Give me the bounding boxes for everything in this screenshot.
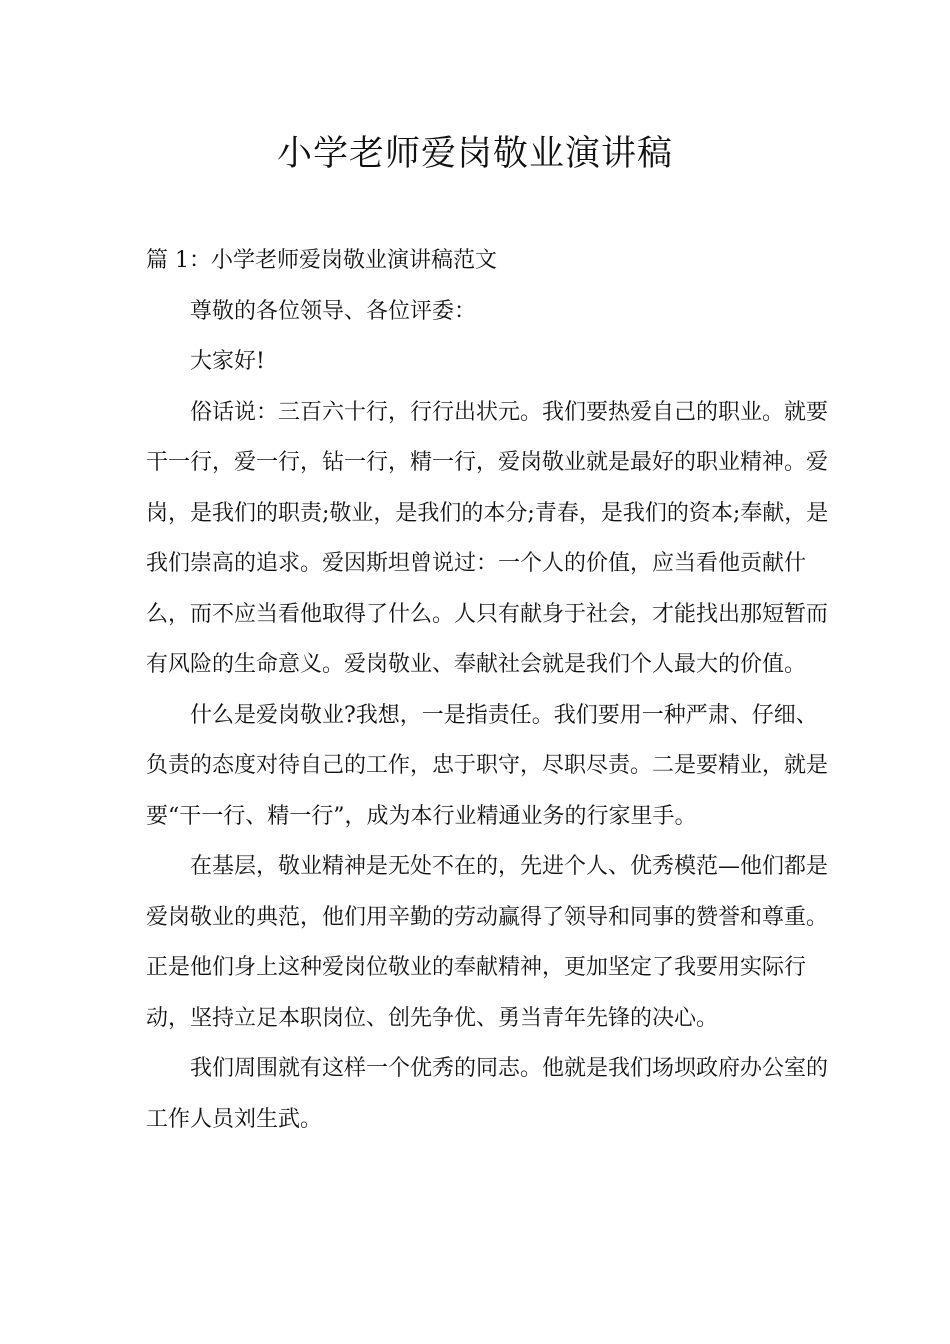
greeting: 大家好!	[190, 349, 265, 374]
paragraph-proverb: 俗话说：三百六十行，行行出状元。我们要热爱自己的职业。就要干一行，爱一行，钻一行，精一行，爱岗敬业就是最好的职业精神。爱岗，是我们的职责;敬业，是我们的本分;青春，是我们的资本;奉献，是我们崇高的追求。爱因斯坦曾说过：一个人的价值，应当看他贡献什么，而不应当看他取得了什么。人只有献身于社会，才能找出那短暂而有风险的生命意义。爱岗敬业、奉献社会就是我们个人最大的价值。	[146, 399, 829, 677]
paragraph-what-is-dedication: 什么是爱岗敬业?我想，一是指责任。我们要用一种严肃、仔细、负责的态度对待自己的工作，忠于职守，尽职尽责。二是要精业，就是要“干一行、精一行”，成为本行业精通业务的行家里手。	[146, 702, 829, 829]
section-heading: 篇 1：小学老师爱岗敬业演讲稿范文	[146, 248, 497, 273]
paragraph-colleague-example: 我们周围就有这样一个优秀的同志。他就是我们场坝政府办公室的工作人员刘生武。	[146, 1056, 829, 1132]
salutation: 尊敬的各位领导、各位评委：	[190, 298, 477, 324]
paragraph-grassroots: 在基层，敬业精神是无处不在的，先进个人、优秀模范—他们都是爱岗敬业的典范，他们用辛勤的劳动赢得了领导和同事的赞誉和尊重。正是他们身上这种爱岗位敬业的奉献精神，更加坚定了我要用实际行动，坚持立足本职岗位、创先争优、勇当青年先锋的决心。	[146, 854, 829, 1031]
document-title: 小学老师爱岗敬业演讲稿	[276, 134, 673, 174]
document-body	[146, 236, 830, 1145]
